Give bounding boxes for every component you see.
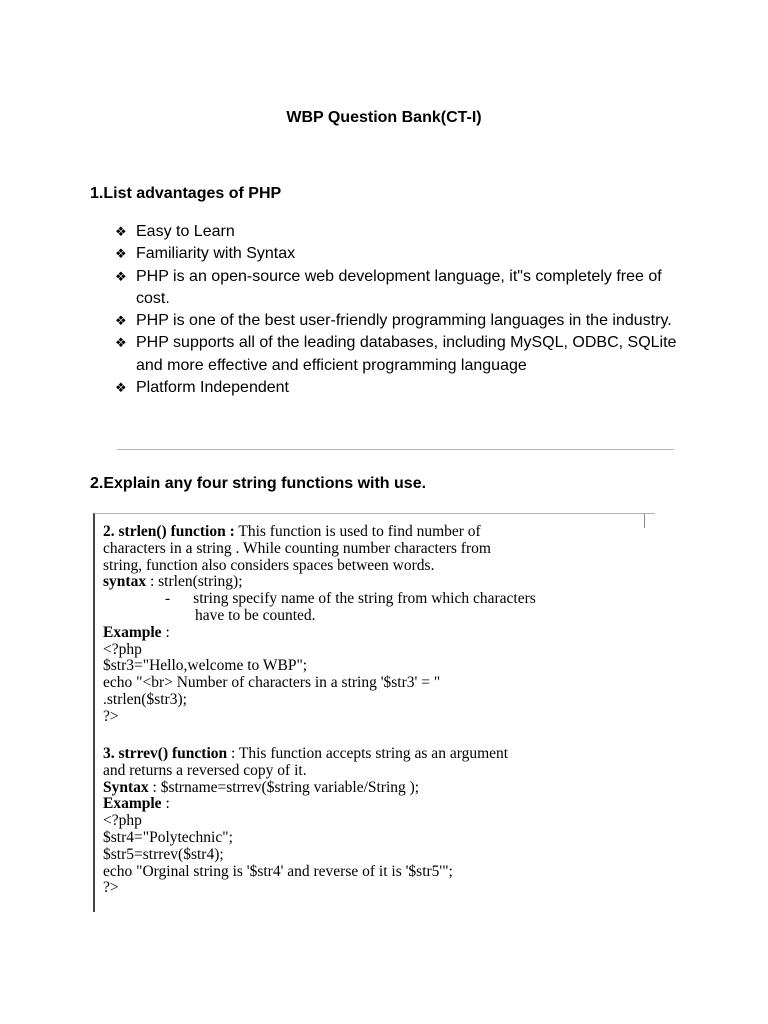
code-line: $str5=strrev($str4); [103, 845, 224, 863]
list-item: ❖ Platform Independent [115, 377, 695, 399]
diamond-bullet-icon: ❖ [115, 246, 127, 262]
diamond-bullet-icon: ❖ [115, 224, 127, 239]
strlen-section: 2. strlen() function : This function is used to find number of characters in a string . While counting number characters from string, function also considers spaces between words. syntax : strlen(string); - string specify name of the string from which characters have to be counted. Example : <?php $str3="Hello,welcome to WBP"; echo "<br> Number of characters in a string '$str3' = " .strlen($str3); ?> [103, 524, 648, 726]
list-item: ❖ Familiarity with Syntax [115, 243, 695, 265]
strrev-heading: 3. strrev() function [103, 745, 228, 762]
strrev-section: 3. strrev() function : This function accepts string as an argument and returns a reversed copy of it. Syntax : $strname=strrev($string variable/String ); Example : <?php $str4="Polytechnic"; $str5=strrev($str4); echo "Orginal string is '$str4' and reverse of it is '$str5'"; ?> [103, 746, 648, 897]
scanned-answer-image [93, 513, 655, 912]
horizontal-divider [117, 449, 674, 450]
code-line: echo "Orginal string is '$str4' and reverse of it is '$str5'"; [103, 862, 453, 880]
list-item: ❖ PHP is an open-source web development language, it"s completely free of cost. [115, 267, 662, 307]
code-line: $str4="Polytechnic"; [103, 828, 233, 846]
question-1-heading: 1.List advantages of PHP [90, 185, 282, 202]
diamond-bullet-icon: ❖ [115, 313, 127, 329]
page-title: WBP Question Bank(CT-I) [286, 109, 482, 126]
list-item: ❖ PHP supports all of the leading databases, including MySQL, ODBC, SQLite and more effective and efficient programming language [115, 334, 677, 374]
code-line: echo "<br> Number of characters in a string '$str3' = " [103, 674, 441, 692]
advantages-list [115, 221, 695, 399]
code-line: .strlen($str3); [103, 690, 187, 708]
diamond-bullet-icon: ❖ [115, 268, 127, 284]
list-item: ❖ PHP is one of the best user-friendly programming languages in the industry. [115, 310, 695, 332]
code-line: ?> [103, 879, 119, 897]
code-line: <?php [103, 640, 142, 658]
strlen-heading: 2. strlen() function : [103, 523, 235, 540]
diamond-bullet-icon: ❖ [115, 335, 127, 351]
list-item: ❖ Easy to Learn [115, 221, 695, 243]
question-2-heading: 2.Explain any four string functions with use. [90, 475, 427, 492]
code-line: <?php [103, 812, 142, 830]
code-line: ?> [103, 707, 119, 725]
diamond-bullet-icon: ❖ [115, 380, 127, 396]
code-line: $str3="Hello,welcome to WBP"; [103, 657, 308, 675]
